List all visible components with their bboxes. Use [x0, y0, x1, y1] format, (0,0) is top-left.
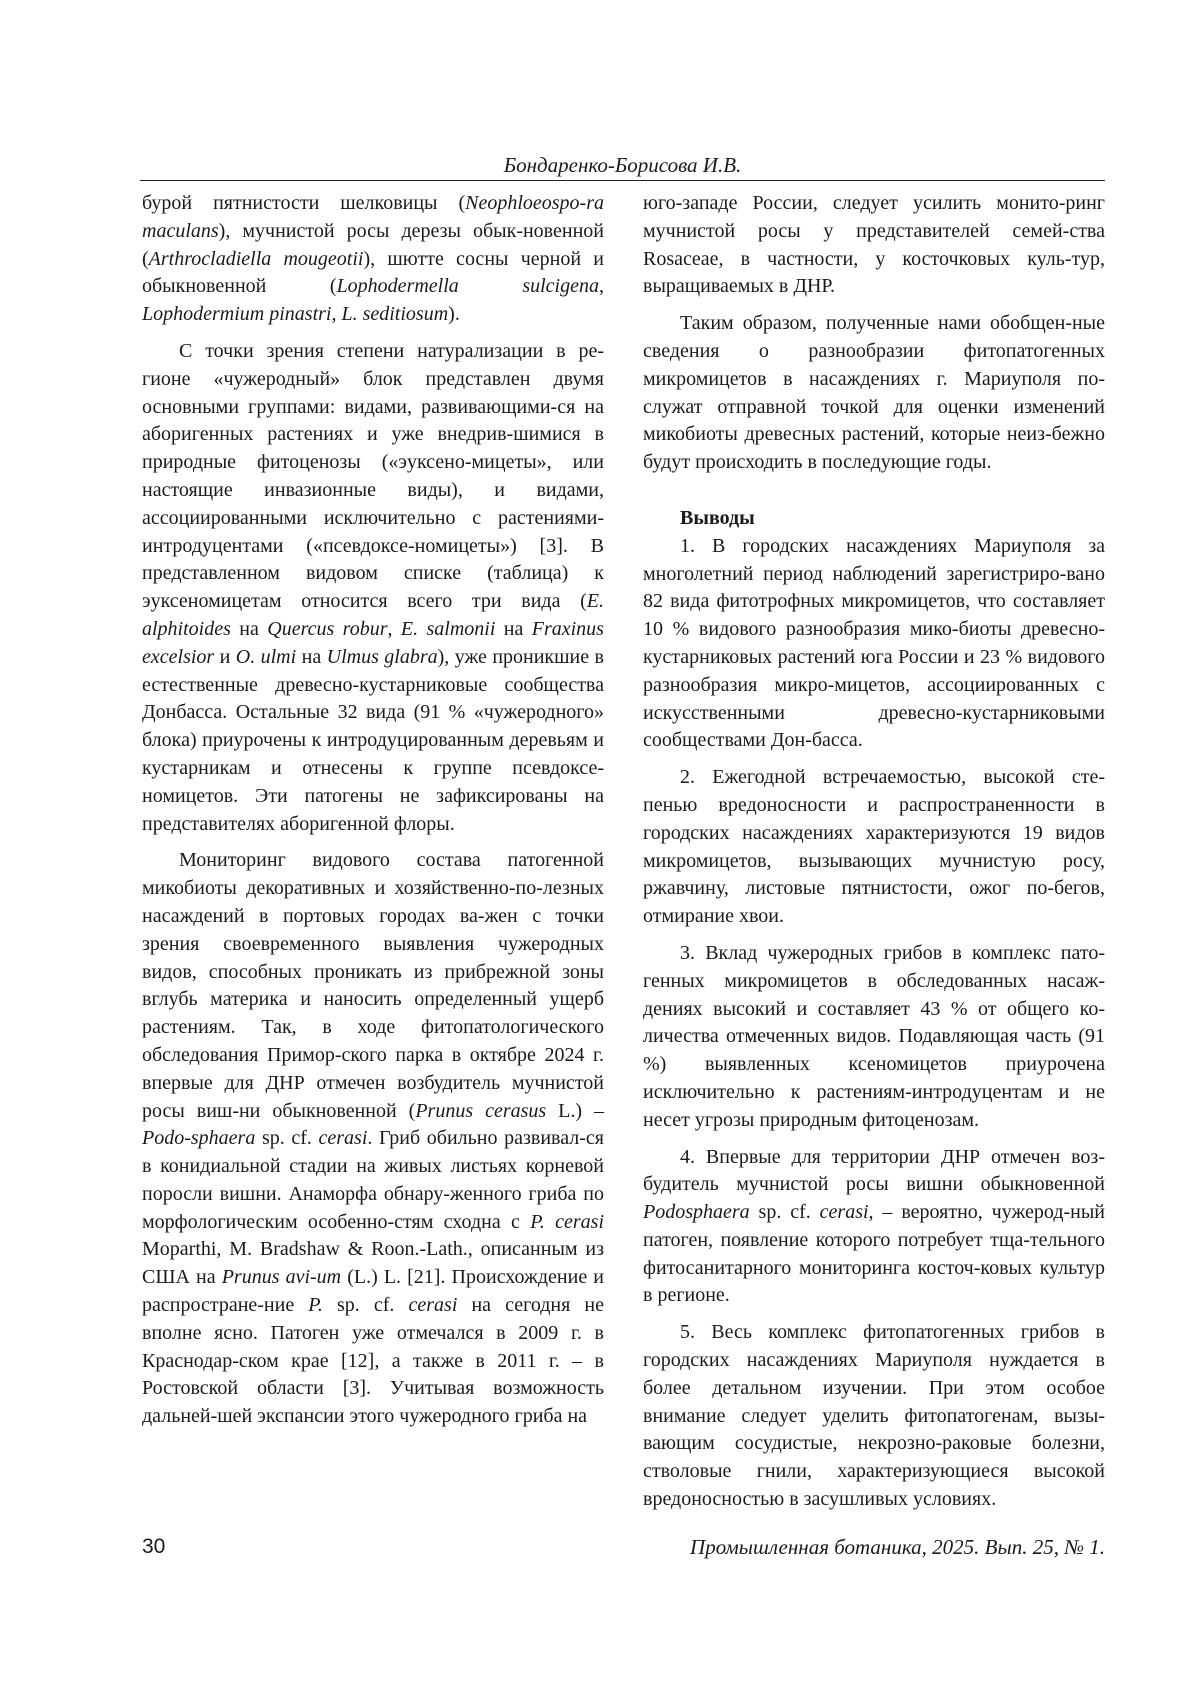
- species-name: Quercus robur: [267, 617, 388, 640]
- species-name: cerasi: [318, 1127, 368, 1150]
- text-run: и: [214, 645, 236, 668]
- page-number: 30: [142, 1535, 166, 1558]
- text-run: ), мучнистой росы дерезы обык-новенной (: [142, 219, 604, 270]
- species-name: P.: [308, 1294, 323, 1317]
- conclusions-heading: Выводы: [680, 506, 755, 529]
- text-run: Moparthi, M. Bradshaw & Roon.-Lath., описанным из США на: [142, 1238, 604, 1289]
- right-paragraph-2: Таким образом, полученные нами обобщен-ные сведения о разнообразии фитопатогенных микромицетов в насаждениях г. Мариуполя по-служат отправной точкой для оценки изменений микобиоты древесных растений, которые неиз-бежно будут происходить в последующие годы.: [643, 312, 1105, 474]
- text-run: (L.) L. [21]. Происхождение и распростране-ние: [142, 1266, 604, 1317]
- text-run: на: [296, 645, 327, 668]
- species-name: Podo-sphaera: [142, 1127, 256, 1150]
- species-name: E. salmonii: [400, 617, 496, 640]
- left-paragraph-2: [142, 338, 604, 838]
- journal-citation: Промышленная ботаника, 2025. Вып. 25, № 1.: [690, 1535, 1105, 1559]
- text-run: бурой пятнистости шелковицы (: [142, 192, 466, 214]
- species-name: P. cerasi: [530, 1210, 605, 1233]
- header-rule: [140, 180, 1105, 181]
- text-run: ,: [387, 617, 401, 640]
- species-name: Lophodermella sulcigena: [336, 275, 599, 298]
- text-run: на: [230, 617, 268, 640]
- text-run: , – вероятно, чужерод-ный патоген, появление которого потребует тща-тельного фитосанитарного мониторинга косточ-ковых культур в регионе.: [643, 1201, 1105, 1307]
- conclusion-5: 5. Весь комплекс фитопатогенных грибов в городских насаждениях Мариуполя нуждается в более детальном изучении. При этом особое внимание следует уделить фитопатогенам, вызы-вающим сосудистые, некрозно-раковые болезни, стволовые гнили, характеризующиеся высокой вредоносностью в засушливых условиях.: [643, 1321, 1105, 1511]
- conclusion-1: 1. В городских насаждениях Мариуполя за многолетний период наблюдений зарегистриро-вано 82 вида фитотрофных микромицетов, что составляет 10 % видового разнообразия мико-биоты древесно-кустарниковых растений юга России и 23 % видового разнообразия микро-мицетов, ассоциированных с искусственными древесно-кустарниковыми сообществами Дон-басса.: [643, 534, 1105, 752]
- species-name: cerasi: [819, 1201, 869, 1224]
- text-run: sp. cf.: [322, 1294, 409, 1317]
- species-name: Arthrocladiella mougeotii: [148, 247, 364, 270]
- conclusion-2: 2. Ежегодной встречаемостью, высокой сте-пенью вредоносности и распространенности в городских насаждениях характеризуются 19 видов микромицетов, вызывающих мучнистую росу, ржавчину, листовые пятнистости, ожог по-бегов, отмирание хвои.: [643, 766, 1105, 928]
- right-paragraph-1: юго-западе России, следует усилить монито-ринг мучнистой росы у представителей семей-ства Rosaceae, в частности, у косточковых куль-тур, выращиваемых в ДНР.: [643, 192, 1105, 298]
- conclusion-4: [643, 1144, 1105, 1311]
- species-name: O. ulmi: [235, 645, 297, 668]
- species-name: cerasi: [408, 1294, 458, 1317]
- right-column: [643, 190, 1105, 1514]
- species-name: Neophloeospo-ra maculans: [142, 192, 604, 242]
- species-name: Podosphaera: [643, 1201, 750, 1224]
- left-column: [142, 190, 604, 1431]
- text-run: Мониторинг видового состава патогенной микобиоты декоративных и хозяйственно-по-лезных насаждений в портовых городах ва-жен с точки зрения своевременного выявления чужеродных видов, способных проникать из прибрежной зоны вглубь материка и наносить определенный ущерб растениям. Так, в ходе фитопатологического обследования Примор-ского парка в октябре 2024 г. впервые для ДНР отмечен возбудитель мучнистой росы виш-ни обыкновенной (: [142, 849, 604, 1122]
- left-paragraph-3: [142, 847, 604, 1431]
- species-name: Prunus cerasus: [415, 1099, 547, 1122]
- text-run: L.) –: [546, 1099, 604, 1122]
- left-paragraph-1: [142, 190, 604, 329]
- text-run: 4. Впервые для территории ДНР отмечен воз-будитель мучнистой росы вишни обыкновенной: [643, 1145, 1105, 1196]
- species-name: Lophodermium pinastri: [142, 303, 332, 326]
- text-run: sp. cf.: [749, 1201, 820, 1224]
- text-run: ,: [598, 275, 604, 298]
- text-run: . Гриб обильно развивал-ся в конидиальной стадии на живых листьях корневой поросли вишни. Анаморфа обнару-женного гриба по морфологическим особенно-стям сходна с: [142, 1127, 604, 1233]
- running-title: Бондаренко-Борисова И.В.: [503, 153, 742, 177]
- text-run: на сегодня не вполне ясно. Патоген уже отмечался в 2009 г. в Краснодар-ском крае [12], а также в 2011 г. – в Ростовской области [3]. Учитывая возможность дальней-шей экспансии этого чужеродного гриба на: [142, 1294, 604, 1428]
- species-name: L. seditiosum: [341, 303, 449, 326]
- text-run: на: [495, 617, 532, 640]
- text-run: С точки зрения степени натурализации в ре-гионе «чужеродный» блок представлен двумя основными группами: видами, развивающими-ся на аборигенных растениях и уже внедрив-шимися в природные фитоценозы («эуксено-мицеты», или настоящие инвазионные виды), и видами, ассоциированными исключительно с растениями-интродуцентами («псевдоксе-номицеты») [3]. В представленном видовом списке (таблица) к эуксеномицетам относится всего три вида (: [142, 339, 604, 613]
- conclusion-3: 3. Вклад чужеродных грибов в комплекс пато-генных микромицетов в обследованных насаж-дениях высокий и составляет 43 % от общего ко-личества отмеченных видов. Подавляющая часть (91 %) выявленных ксеномицетов приурочена исключительно к растениям-интродуцентам и не несет угрозы природным фитоценозам.: [643, 941, 1105, 1131]
- species-name: Prunus avi-um: [221, 1266, 342, 1289]
- species-name: Ulmus glabra: [326, 645, 438, 668]
- text-run: ), уже проникшие в естественные древесно-кустарниковые сообщества Донбасса. Остальные 32 вида (91 % «чужеродного» блока) приурочены к интродуцированным деревьям и кустарникам и отнесены к группе псевдоксе-номицетов. Эти патогены не зафиксированы на представителях аборигенной флоры.: [142, 645, 605, 835]
- text-run: ), шютте сосны черной и обыкновенной (: [142, 247, 604, 298]
- text-run: ,: [331, 303, 342, 326]
- species-name: Fraxinus excelsior: [142, 617, 604, 668]
- text-run: ).: [448, 303, 460, 326]
- text-run: sp. cf.: [255, 1127, 319, 1150]
- species-name: E. alphitoides: [142, 590, 604, 640]
